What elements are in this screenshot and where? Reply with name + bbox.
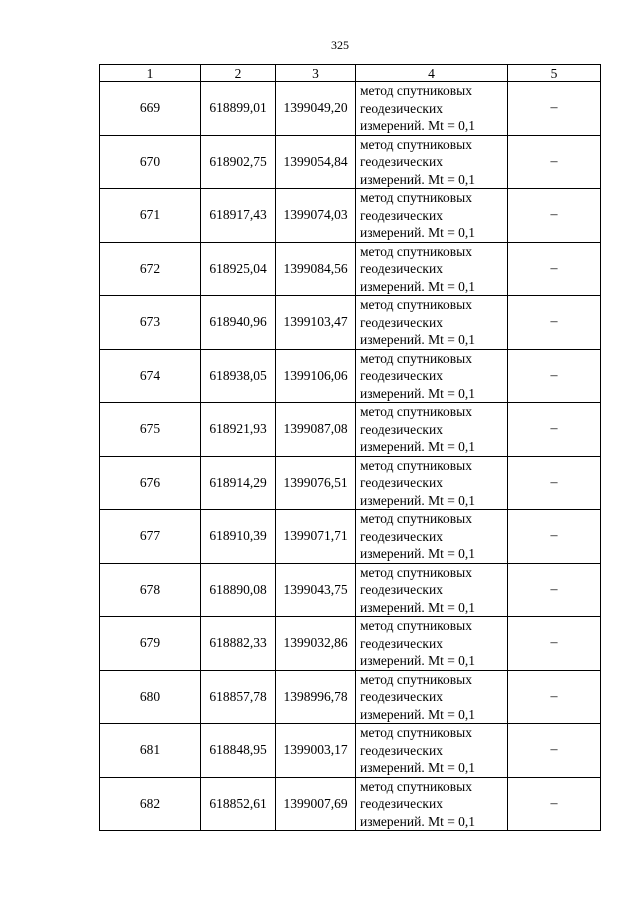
method-line: метод спутниковых [360,350,472,366]
method-line: измерений. Mt = 0,1 [360,385,476,401]
x-coordinate-cell: 618882,33 [201,617,276,671]
note-cell: – [508,135,601,189]
table-row [100,777,601,831]
method-line: геодезических [360,528,443,544]
y-coordinate-cell: 1399103,47 [276,296,356,350]
x-coordinate-cell: 618917,43 [201,189,276,243]
y-coordinate-cell: 1399076,51 [276,456,356,510]
method-line: геодезических [360,368,443,383]
method-line: геодезических [360,314,443,330]
method-cell [356,349,508,403]
method-line: метод спутниковых [360,564,472,580]
method-line: геодезических [360,689,443,704]
point-number-cell: 679 [100,617,201,671]
method-line: геодезических [360,582,443,597]
method-cell [356,617,508,671]
note-cell: – [508,189,601,243]
header-cell-1: 1 [100,65,201,82]
table-row [100,135,601,189]
point-number-cell: 674 [100,349,201,403]
point-number-cell: 676 [100,456,201,510]
point-number-cell: 671 [100,189,201,243]
table-row [100,349,601,403]
x-coordinate-cell: 618899,01 [201,82,276,136]
method-line: измерений. Mt = 0,1 [360,760,476,775]
method-cell [356,135,508,189]
method-line: метод спутниковых [360,511,472,526]
y-coordinate-cell: 1399054,84 [276,135,356,189]
x-coordinate-cell: 618921,93 [201,403,276,457]
point-number-cell: 680 [100,670,201,724]
y-coordinate-cell: 1399032,86 [276,617,356,671]
x-coordinate-cell: 618925,04 [201,242,276,296]
note-cell: – [508,349,601,403]
method-line: метод спутниковых [360,190,472,205]
header-row [100,65,601,82]
point-number-cell: 670 [100,135,201,189]
x-coordinate-cell: 618940,96 [201,296,276,350]
note-cell: – [508,777,601,831]
y-coordinate-cell: 1399087,08 [276,403,356,457]
point-number-cell: 675 [100,403,201,457]
method-cell [356,563,508,617]
header-cell-2: 2 [201,65,276,82]
method-line: метод спутниковых [360,136,472,152]
method-line: метод спутниковых [360,297,472,312]
page-number: 325 [331,38,349,52]
method-line: геодезических [360,475,443,490]
table-row [100,456,601,510]
method-line: геодезических [360,796,443,811]
point-number-cell: 669 [100,82,201,136]
method-line: измерений. Mt = 0,1 [360,492,476,508]
note-cell: – [508,563,601,617]
table-body [100,82,601,831]
method-line: метод спутниковых [360,457,472,473]
point-number-cell: 677 [100,510,201,564]
point-number-cell: 681 [100,724,201,778]
method-line: измерений. Mt = 0,1 [360,225,476,240]
method-line: измерений. Mt = 0,1 [360,653,476,668]
method-line: измерений. Mt = 0,1 [360,278,476,294]
method-cell [356,724,508,778]
method-line: геодезических [360,154,443,169]
table-row [100,296,601,350]
method-cell [356,82,508,136]
table-row [100,724,601,778]
x-coordinate-cell: 618910,39 [201,510,276,564]
point-number-cell: 678 [100,563,201,617]
x-coordinate-cell: 618914,29 [201,456,276,510]
table-row [100,403,601,457]
x-coordinate-cell: 618857,78 [201,670,276,724]
table-row [100,510,601,564]
y-coordinate-cell: 1399007,69 [276,777,356,831]
method-line: измерений. Mt = 0,1 [360,439,476,454]
y-coordinate-cell: 1399049,20 [276,82,356,136]
method-line: измерений. Mt = 0,1 [360,546,476,561]
table-row [100,563,601,617]
note-cell: – [508,670,601,724]
method-cell [356,777,508,831]
header-cell-3: 3 [276,65,356,82]
note-cell: – [508,456,601,510]
method-line: метод спутниковых [360,243,472,259]
method-cell [356,670,508,724]
x-coordinate-cell: 618890,08 [201,563,276,617]
note-cell: – [508,82,601,136]
y-coordinate-cell: 1399043,75 [276,563,356,617]
method-line: измерений. Mt = 0,1 [360,599,476,615]
note-cell: – [508,510,601,564]
method-line: метод спутниковых [360,404,472,419]
method-line: геодезических [360,742,443,758]
x-coordinate-cell: 618848,95 [201,724,276,778]
x-coordinate-cell: 618902,75 [201,135,276,189]
note-cell: – [508,242,601,296]
point-number-cell: 673 [100,296,201,350]
table-row [100,242,601,296]
method-cell [356,296,508,350]
y-coordinate-cell: 1398996,78 [276,670,356,724]
y-coordinate-cell: 1399084,56 [276,242,356,296]
note-cell: – [508,296,601,350]
method-line: геодезических [360,207,443,223]
table-row [100,617,601,671]
method-cell [356,242,508,296]
method-cell [356,189,508,243]
table-row [100,189,601,243]
method-line: метод спутниковых [360,618,472,633]
method-cell [356,403,508,457]
y-coordinate-cell: 1399071,71 [276,510,356,564]
coordinates-table [99,64,601,831]
y-coordinate-cell: 1399106,06 [276,349,356,403]
method-line: геодезических [360,100,443,116]
method-cell [356,510,508,564]
method-line: геодезических [360,421,443,437]
table-row [100,670,601,724]
method-line: измерений. Mt = 0,1 [360,706,476,722]
point-number-cell: 682 [100,777,201,831]
method-line: измерений. Mt = 0,1 [360,118,476,133]
y-coordinate-cell: 1399074,03 [276,189,356,243]
method-line: измерений. Mt = 0,1 [360,813,476,829]
method-line: метод спутниковых [360,725,472,740]
point-number-cell: 672 [100,242,201,296]
header-cell-5: 5 [508,65,601,82]
x-coordinate-cell: 618852,61 [201,777,276,831]
method-line: метод спутниковых [360,778,472,794]
method-line: метод спутниковых [360,83,472,98]
method-line: метод спутниковых [360,671,472,687]
x-coordinate-cell: 618938,05 [201,349,276,403]
note-cell: – [508,403,601,457]
method-line: геодезических [360,635,443,651]
note-cell: – [508,617,601,671]
header-cell-4: 4 [356,65,508,82]
note-cell: – [508,724,601,778]
method-line: измерений. Mt = 0,1 [360,171,476,187]
y-coordinate-cell: 1399003,17 [276,724,356,778]
table-row [100,82,601,136]
method-line: геодезических [360,261,443,276]
method-cell [356,456,508,510]
method-line: измерений. Mt = 0,1 [360,332,476,347]
